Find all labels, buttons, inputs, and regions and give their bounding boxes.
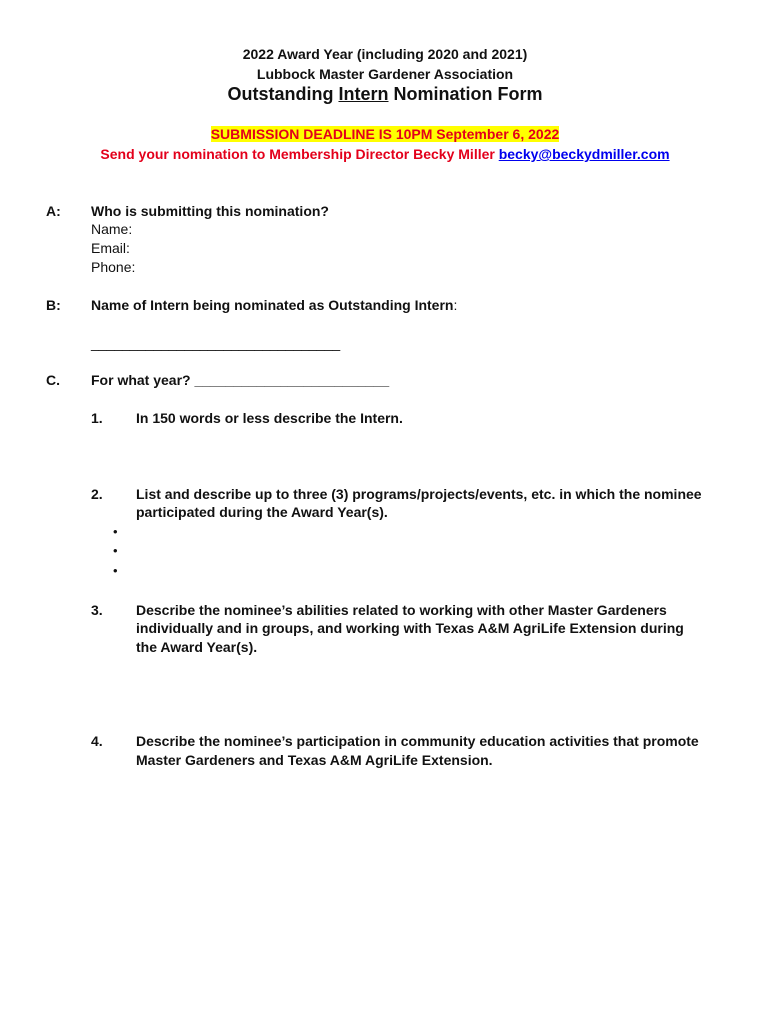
item-3-text-line-2: individually and in groups, and working with Texas A&M AgriLife Extension during bbox=[136, 620, 684, 636]
association-name: Lubbock Master Gardener Association bbox=[256, 66, 514, 82]
item-3-number: 3. bbox=[91, 602, 103, 618]
name-label: Name: bbox=[91, 221, 133, 237]
section-a-question: Who is submitting this nomination? bbox=[91, 203, 329, 219]
title-underlined-word: Intern bbox=[338, 84, 389, 104]
award-year-heading: 2022 Award Year (including 2020 and 2021) bbox=[242, 46, 528, 62]
bullet-point: • bbox=[113, 543, 118, 558]
email-link[interactable]: becky@beckydmiller.com bbox=[498, 146, 670, 162]
item-3-text-line-3: the Award Year(s). bbox=[136, 639, 258, 655]
item-1-number: 1. bbox=[91, 410, 103, 426]
section-b-question: Name of Intern being nominated as Outstanding Intern: bbox=[91, 297, 458, 313]
item-2-text-line-2: participated during the Award Year(s). bbox=[136, 504, 388, 520]
send-instructions: Send your nomination to Membership Director Becky Miller becky@beckydmiller.com bbox=[100, 146, 670, 162]
item-1-text: In 150 words or less describe the Intern. bbox=[136, 410, 403, 426]
section-c-letter: C. bbox=[46, 372, 60, 388]
email-label: Email: bbox=[91, 240, 130, 256]
form-title: Outstanding Intern Nomination Form bbox=[227, 84, 543, 104]
item-2-text-line-1: List and describe up to three (3) programs/projects/events, etc. in which the nominee bbox=[136, 486, 702, 502]
item-4-text-line-2: Master Gardeners and Texas A&M AgriLife Extension. bbox=[136, 752, 493, 768]
item-4-number: 4. bbox=[91, 733, 103, 749]
section-b-letter: B: bbox=[46, 297, 61, 313]
section-c-question: For what year? _________________________ bbox=[91, 372, 390, 388]
phone-label: Phone: bbox=[91, 259, 136, 275]
item-3-text-line-1: Describe the nominee’s abilities related to working with other Master Gardeners bbox=[136, 602, 667, 618]
item-2-number: 2. bbox=[91, 486, 103, 502]
section-a-letter: A: bbox=[46, 203, 61, 219]
intern-name-blank: ________________________________ bbox=[91, 335, 341, 351]
item-4-text-line-1: Describe the nominee’s participation in community education activities that promote bbox=[136, 733, 699, 749]
bullet-point: • bbox=[113, 563, 118, 578]
submission-deadline: SUBMISSION DEADLINE IS 10PM September 6, 2022 bbox=[210, 126, 560, 142]
bullet-point: • bbox=[113, 524, 118, 539]
